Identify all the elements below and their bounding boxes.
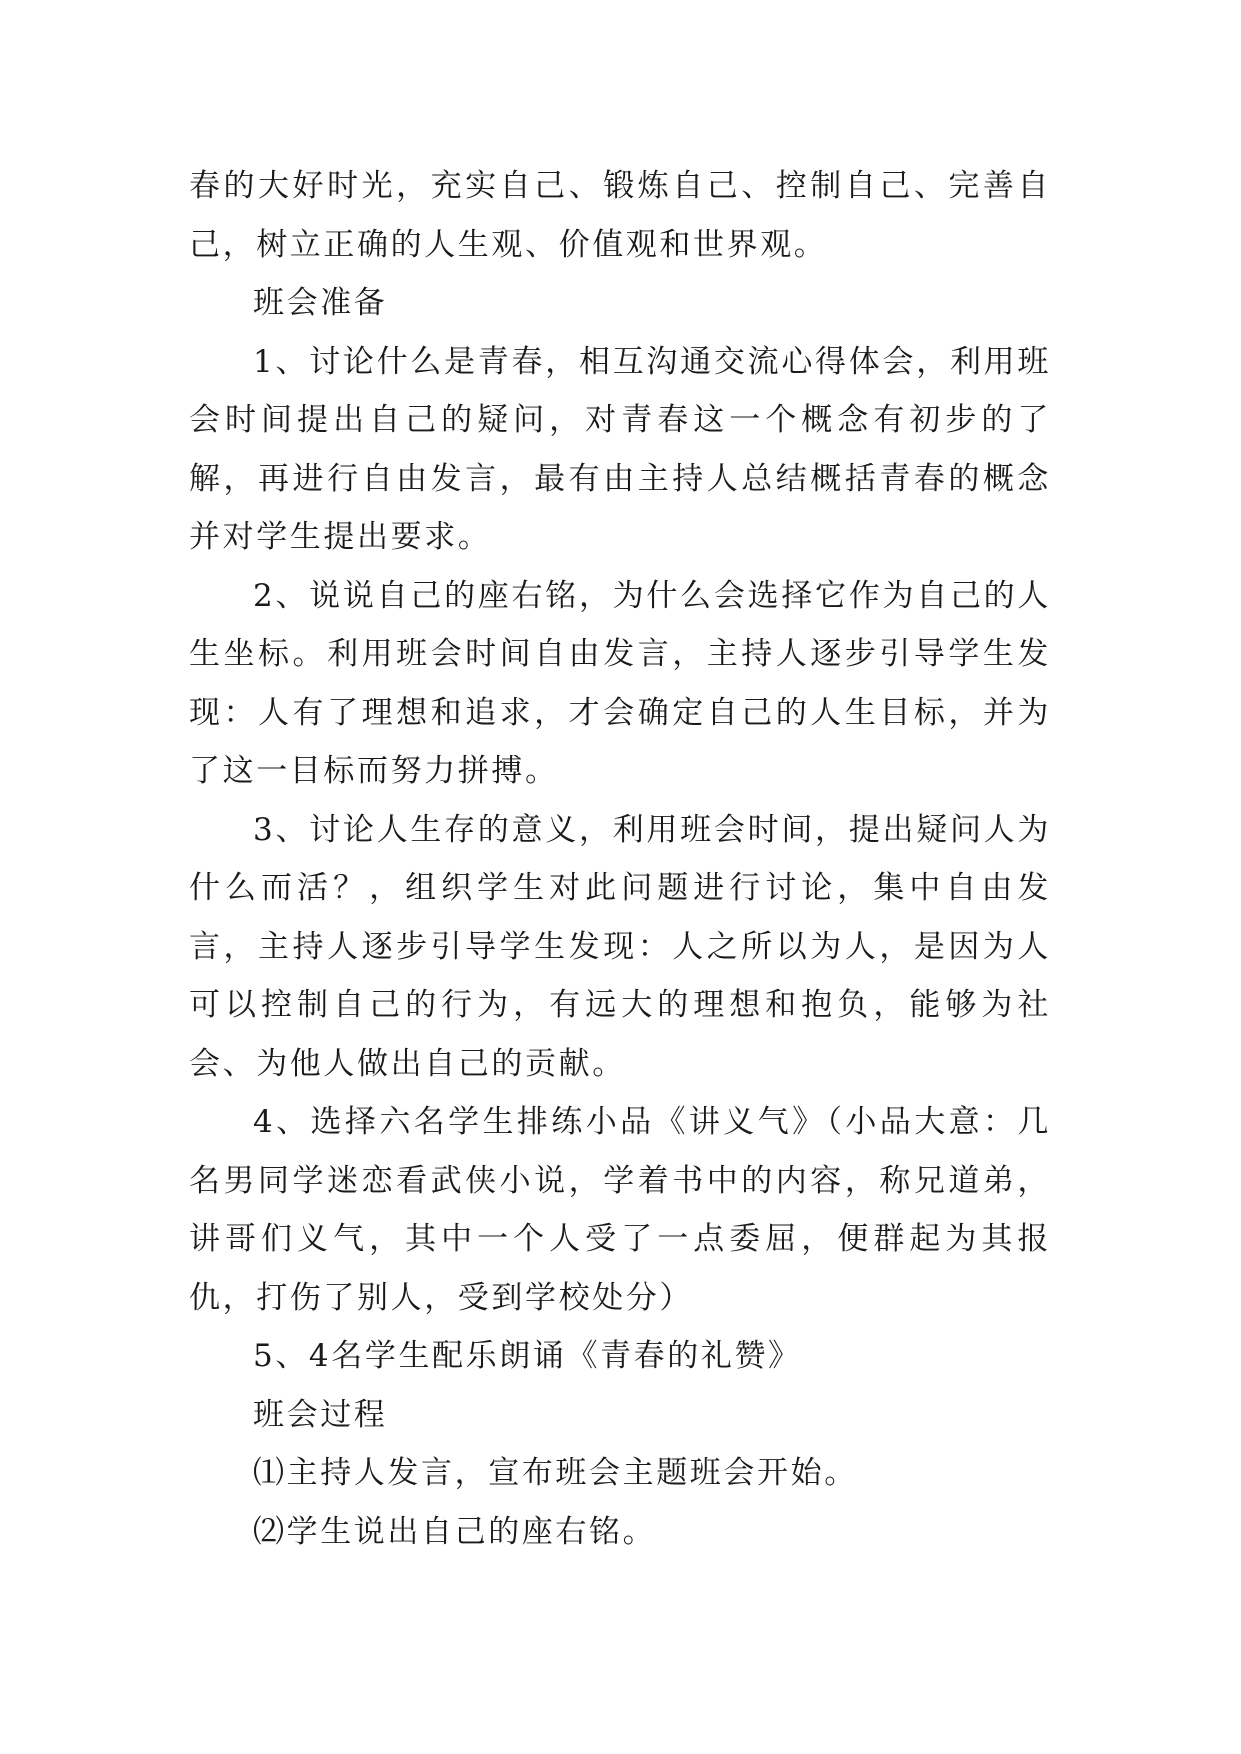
paragraph-process-step-2: ⑵学生说出自己的座右铭。 (253, 1513, 657, 1550)
paragraph-intro-continuation: 春的大好时光，充实自己、锻炼自己、控制自己、完善自己，树立正确的人生观、价值观和世界观。 (189, 168, 1051, 263)
paragraph-preparation-item-2: 2、说说自己的座右铭，为什么会选择它作为自己的人生坐标。利用班会时间自由发言，主持人逐步引导学生发现：人有了理想和追求，才会确定自己的人生目标，并为了这一目标而努力拼搏。 (189, 577, 1051, 789)
document-body (189, 157, 1051, 1561)
heading-class-meeting-process: 班会过程 (253, 1396, 388, 1433)
paragraph-preparation-item-1: 1、讨论什么是青春，相互沟通交流心得体会，利用班会时间提出自己的疑问，对青春这一个概念有初步的了解，再进行自由发言，最有由主持人总结概括青春的概念并对学生提出要求。 (189, 343, 1051, 555)
paragraph-preparation-item-5: 5、4名学生配乐朗诵《青春的礼赞》 (253, 1338, 802, 1374)
heading-class-meeting-preparation: 班会准备 (253, 285, 388, 321)
paragraph-preparation-item-4: 4、选择六名学生排练小品《讲义气》（小品大意：几名男同学迷恋看武侠小说，学着书中的内容，称兄道弟，讲哥们义气，其中一个人受了一点委屈，便群起为其报仇，打伤了别人，受到学校处分） (189, 1104, 1051, 1316)
paragraph-preparation-item-3: 3、讨论人生存的意义，利用班会时间，提出疑问人为什么而活？，组织学生对此问题进行讨论，集中自由发言，主持人逐步引导学生发现：人之所以为人，是因为人可以控制自己的行为，有远大的理想和抱负，能够为社会、为他人做出自己的贡献。 (189, 811, 1051, 1082)
paragraph-process-step-1: ⑴主持人发言，宣布班会主题班会开始。 (253, 1455, 858, 1491)
